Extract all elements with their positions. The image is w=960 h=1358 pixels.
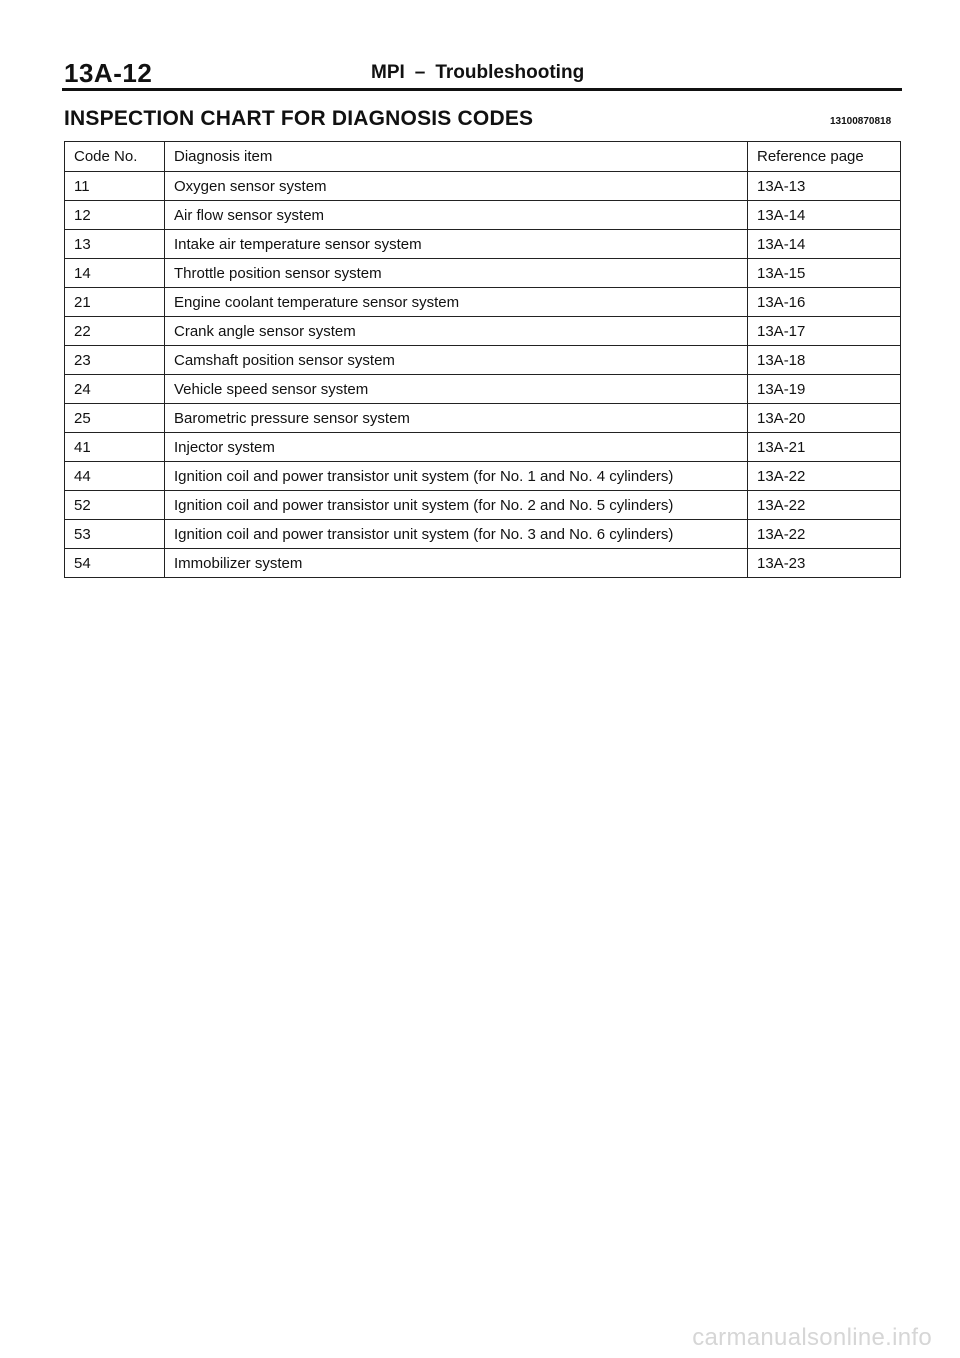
reference-page-cell: 13A-16 [748, 288, 901, 317]
running-head [371, 62, 584, 84]
code-cell: 23 [65, 346, 165, 375]
code-cell: 12 [65, 201, 165, 230]
column-header-reference-page: Reference page [748, 142, 901, 172]
diagnosis-item-cell: Intake air temperature sensor system [165, 230, 748, 259]
diagnosis-item-cell: Oxygen sensor system [165, 172, 748, 201]
reference-page-cell: 13A-21 [748, 433, 901, 462]
diagnosis-item-cell: Barometric pressure sensor system [165, 404, 748, 433]
code-cell: 14 [65, 259, 165, 288]
diagnosis-item-cell: Crank angle sensor system [165, 317, 748, 346]
code-cell: 53 [65, 520, 165, 549]
code-cell: 25 [65, 404, 165, 433]
separator-dash: – [414, 62, 426, 83]
document-id: 13100870818 [830, 116, 892, 127]
reference-page-cell: 13A-22 [748, 462, 901, 491]
diagnosis-item-cell: Camshaft position sensor system [165, 346, 748, 375]
reference-page-cell: 13A-20 [748, 404, 901, 433]
code-cell: 41 [65, 433, 165, 462]
diagnosis-item-cell: Ignition coil and power transistor unit system (for No. 2 and No. 5 cylinders) [165, 491, 748, 520]
page-number: 13A-12 [64, 58, 153, 88]
diagnosis-item-cell: Air flow sensor system [165, 201, 748, 230]
code-cell: 21 [65, 288, 165, 317]
section-title: INSPECTION CHART FOR DIAGNOSIS CODES [64, 107, 534, 130]
table-row [65, 433, 901, 462]
table-row [65, 230, 901, 259]
table-row [65, 520, 901, 549]
reference-page-cell: 13A-22 [748, 491, 901, 520]
column-header-code: Code No. [65, 142, 165, 172]
diagnosis-item-cell: Ignition coil and power transistor unit system (for No. 3 and No. 6 cylinders) [165, 520, 748, 549]
table-row [65, 259, 901, 288]
watermark: carmanualsonline.info [692, 1324, 932, 1351]
diagnosis-item-cell: Throttle position sensor system [165, 259, 748, 288]
reference-page-cell: 13A-22 [748, 520, 901, 549]
diagnosis-code-table [64, 141, 901, 578]
header-rule [62, 88, 902, 91]
table-row [65, 549, 901, 578]
code-cell: 44 [65, 462, 165, 491]
column-header-diagnosis-item: Diagnosis item [165, 142, 748, 172]
diagnosis-item-cell: Ignition coil and power transistor unit system (for No. 1 and No. 4 cylinders) [165, 462, 748, 491]
code-cell: 54 [65, 549, 165, 578]
reference-page-cell: 13A-13 [748, 172, 901, 201]
reference-page-cell: 13A-14 [748, 230, 901, 259]
diagnosis-item-cell: Vehicle speed sensor system [165, 375, 748, 404]
table-row [65, 375, 901, 404]
table-row [65, 491, 901, 520]
table-row [65, 201, 901, 230]
reference-page-cell: 13A-15 [748, 259, 901, 288]
table-row [65, 172, 901, 201]
table-row [65, 317, 901, 346]
reference-page-cell: 13A-18 [748, 346, 901, 375]
table-row [65, 404, 901, 433]
topic-name: Troubleshooting [435, 62, 585, 83]
reference-page-cell: 13A-19 [748, 375, 901, 404]
code-cell: 52 [65, 491, 165, 520]
reference-page-cell: 13A-23 [748, 549, 901, 578]
diagnosis-item-cell: Immobilizer system [165, 549, 748, 578]
table-row [65, 462, 901, 491]
code-cell: 22 [65, 317, 165, 346]
reference-page-cell: 13A-14 [748, 201, 901, 230]
table-header-row [65, 142, 901, 172]
diagnosis-item-cell: Engine coolant temperature sensor system [165, 288, 748, 317]
code-cell: 24 [65, 375, 165, 404]
table-row [65, 346, 901, 375]
table-row [65, 288, 901, 317]
code-cell: 11 [65, 172, 165, 201]
section-name: MPI [371, 62, 405, 83]
diagnosis-item-cell: Injector system [165, 433, 748, 462]
code-cell: 13 [65, 230, 165, 259]
reference-page-cell: 13A-17 [748, 317, 901, 346]
